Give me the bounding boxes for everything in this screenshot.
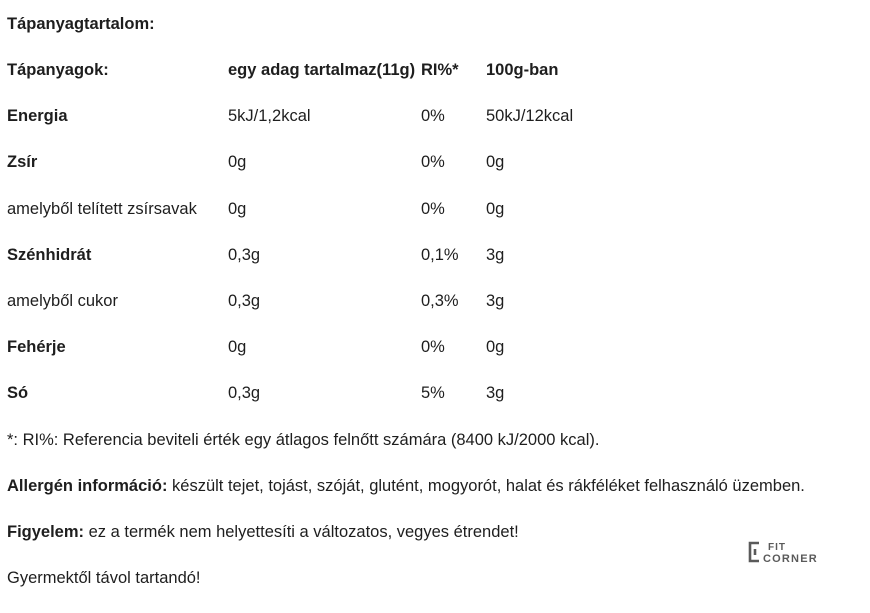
logo-text-fit: FIT	[768, 542, 786, 553]
header-per100: 100g-ban	[486, 61, 559, 79]
ri-value: 0%	[421, 338, 445, 356]
warning-label: Figyelem:	[7, 523, 85, 541]
per100-value: 3g	[486, 384, 505, 402]
table-row	[7, 199, 647, 219]
table-row	[7, 106, 647, 126]
ri-value: 0,1%	[421, 246, 459, 264]
ri-value: 0%	[421, 153, 445, 171]
keep-away-notice: Gyermektől távol tartandó!	[7, 569, 201, 587]
ri-footnote: *: RI%: Referencia beviteli érték egy átlagos felnőtt számára (8400 kJ/2000 kcal).	[7, 431, 600, 449]
section-title: Tápanyagtartalom:	[7, 15, 155, 33]
header-ri: RI%*	[421, 61, 459, 79]
table-row	[7, 152, 647, 172]
table-row	[7, 245, 647, 265]
portion-value: 0,3g	[228, 292, 261, 310]
nutrient-name: Fehérje	[7, 338, 66, 356]
table-row	[7, 337, 647, 357]
per100-value: 3g	[486, 246, 505, 264]
per100-value: 50kJ/12kcal	[486, 107, 574, 125]
nutrient-name: Energia	[7, 107, 68, 125]
per100-value: 3g	[486, 292, 505, 310]
table-header-row	[7, 60, 647, 80]
warning-text: ez a termék nem helyettesíti a változatos, vegyes étrendet!	[84, 523, 519, 541]
per100-value: 0g	[486, 200, 505, 218]
portion-value: 0g	[228, 200, 247, 218]
nutrient-name: Só	[7, 384, 29, 402]
allergen-text: készült tejet, tojást, szóját, glutént, mogyorót, halat és rákféléket felhasználó üzemben.	[167, 477, 805, 495]
portion-value: 0,3g	[228, 384, 261, 402]
nutrient-name: amelyből cukor	[7, 292, 118, 310]
table-row	[7, 291, 647, 311]
portion-value: 0g	[228, 338, 247, 356]
fit-corner-logo	[746, 540, 838, 564]
portion-value: 0,3g	[228, 246, 261, 264]
nutrient-name: Zsír	[7, 153, 38, 171]
logo-text-corner: CORNER	[763, 553, 818, 564]
portion-value: 0g	[228, 153, 247, 171]
table-row	[7, 383, 647, 403]
allergen-label: Allergén információ:	[7, 477, 168, 495]
per100-value: 0g	[486, 153, 505, 171]
ri-value: 0%	[421, 107, 445, 125]
header-portion: egy adag tartalmaz(11g)	[228, 61, 416, 79]
logo-mark-icon	[750, 543, 759, 561]
warning-info	[7, 522, 519, 542]
nutrient-name: amelyből telített zsírsavak	[7, 200, 197, 218]
per100-value: 0g	[486, 338, 505, 356]
nutrient-name: Szénhidrát	[7, 246, 92, 264]
ri-value: 0%	[421, 200, 445, 218]
portion-value: 5kJ/1,2kcal	[228, 107, 311, 125]
ri-value: 0,3%	[421, 292, 459, 310]
ri-value: 5%	[421, 384, 445, 402]
header-nutrient: Tápanyagok:	[7, 61, 109, 79]
allergen-info	[7, 476, 805, 496]
